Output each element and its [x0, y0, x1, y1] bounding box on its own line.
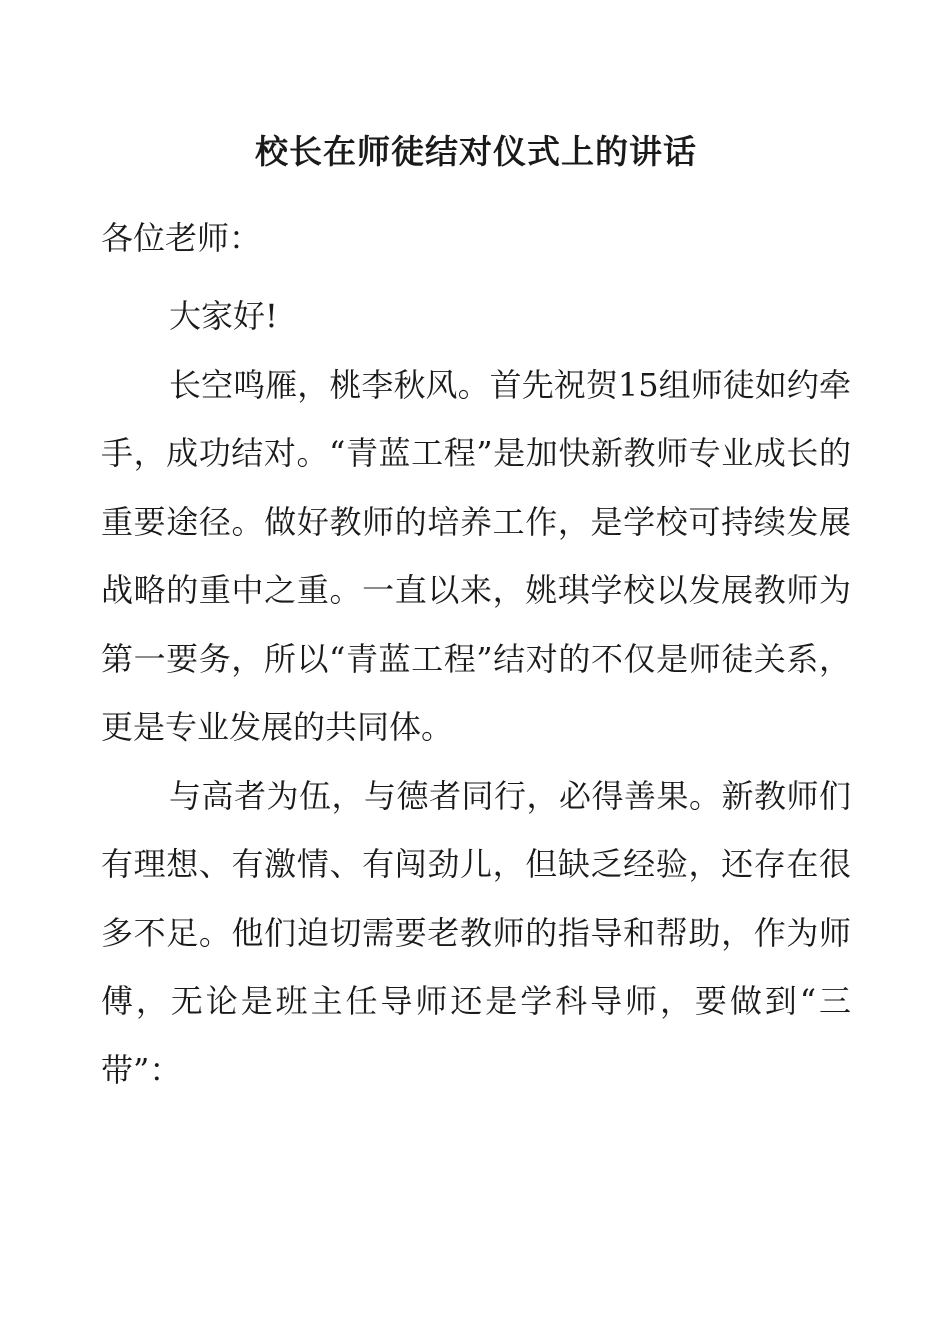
document-title: 校长在师徒结对仪式上的讲话 [255, 132, 697, 171]
paragraph-greeting: 大家好! [169, 297, 278, 335]
salutation: 各位老师： [101, 219, 262, 257]
paragraph-intro: 长空鸣雁，桃李秋风。首先祝贺15组师徒如约牵手，成功结对。“青蓝工程”是加快新教师专业成长的重要途径。做好教师的培养工作，是学校可持续发展战略的重中之重。一直以来，姚琪学校以发展教师为第一要务，所以“青蓝工程”结对的不仅是师徒关系，更是专业发展的共同体。 [101, 365, 851, 746]
paragraph-mentors: 与高者为伍，与德者同行，必得善果。新教师们有理想、有激情、有闯劲儿，但缺乏经验，还存在很多不足。他们迫切需要老教师的指导和帮助，作为师傅，无论是班主任导师还是学科导师，要做到“三带”： [101, 776, 851, 1089]
document-body [101, 282, 851, 1104]
